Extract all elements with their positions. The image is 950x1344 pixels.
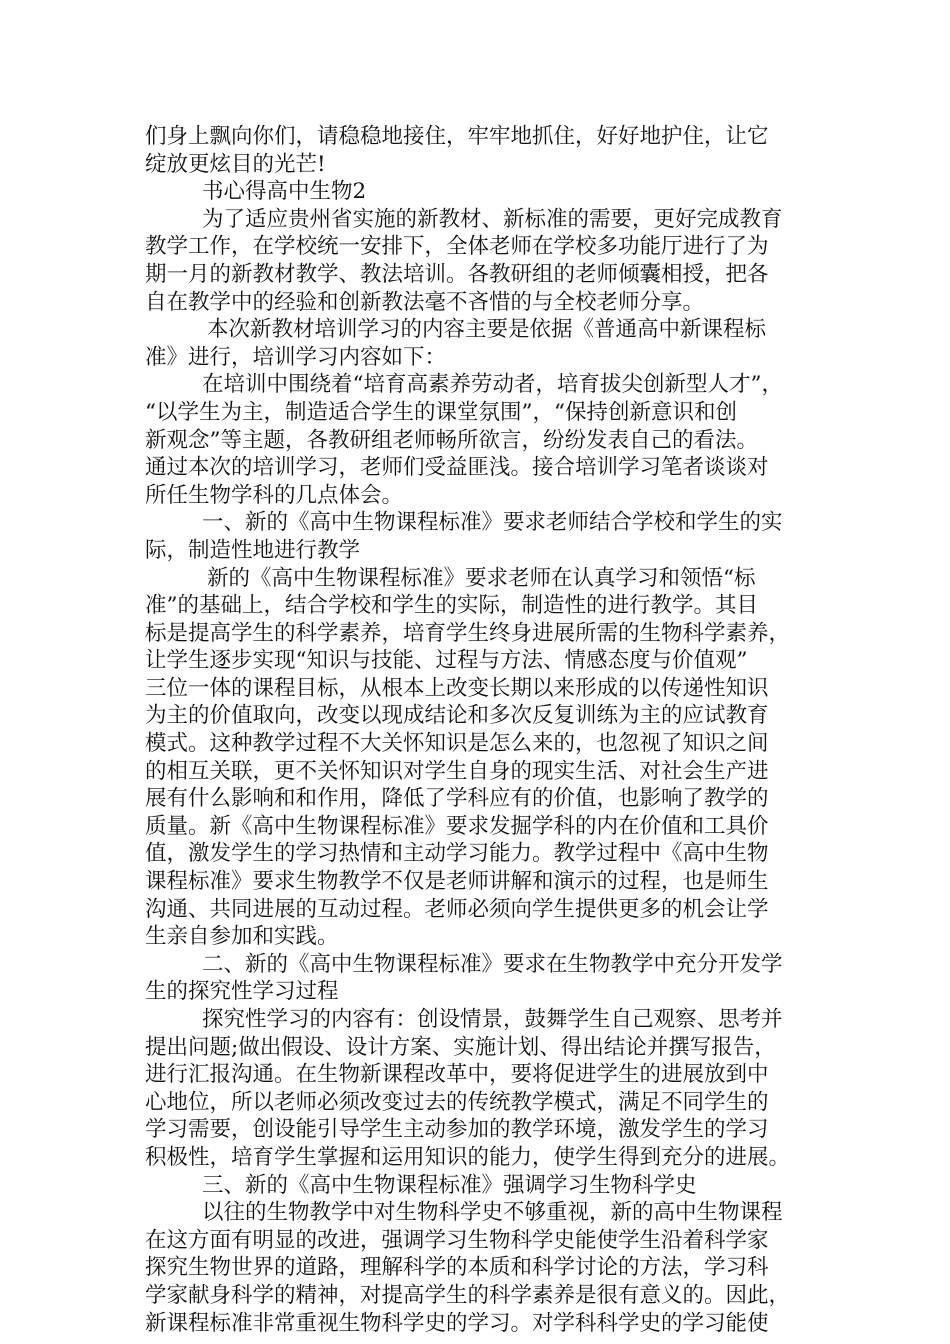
text-line: 本次新教材培训学习的内容主要是依据《普通高中新课程标 <box>207 317 767 343</box>
text-line: 教学工作，在学校统一安排下，全体老师在学校多功能厅进行了为 <box>145 234 769 260</box>
text-line: 们身上飘向你们，请稳稳地接住，牢牢地抓住，好好地护住，让它 <box>145 124 769 149</box>
text-line: 新课程标准非常重视生物科学史的学习。对学科科学史的学习能使 <box>145 1310 769 1336</box>
text-line: 课程标准》要求生物教学不仅是老师讲解和演示的过程，也是师生 <box>145 869 769 895</box>
text-line: 二、新的《高中生物课程标准》要求在生物教学中充分开发学 <box>202 951 783 977</box>
text-line: 值，激发学生的学习热情和主动学习能力。教学过程中《高中生物 <box>145 841 769 867</box>
text-line: 生亲自参加和实践。 <box>145 924 339 950</box>
text-line: 学习需要，创设能引导学生主动参加的教学环境，激发学生的学习 <box>145 1117 769 1143</box>
text-line: 在培训中围绕着“培育高素养劳动者，培育拔尖创新型人才”， <box>202 372 783 398</box>
text-line: 绽放更炫目的光芒! <box>145 151 326 177</box>
text-line: 自在教学中的经验和创新教法毫不吝惜的与全校老师分享。 <box>145 289 705 315</box>
text-line: 际，制造性地进行教学 <box>145 537 361 563</box>
text-line: 提出问题;做出假设、设计方案、实施计划、得出结论并撰写报告， <box>145 1034 776 1060</box>
text-line: 为主的价值取向，改变以现成结论和多次反复训练为主的应试教育 <box>145 703 769 729</box>
text-line: 心地位，所以老师必须改变过去的传统教学模式，满足不同学生的 <box>145 1089 769 1115</box>
text-line: 的相互关联，更不关怀知识对学生自身的现实生活、对社会生产进 <box>145 758 769 784</box>
text-line: 生的探究性学习过程 <box>145 979 339 1005</box>
text-line: 为了适应贵州省实施的新教材、新标准的需要，更好完成教育 <box>202 206 783 232</box>
text-line: 模式。这种教学过程不大关怀知识是怎么来的，也忽视了知识之间 <box>145 731 769 757</box>
document-page <box>145 123 825 1337</box>
text-line: “以学生为主，制造适合学生的课堂氛围”，“保持创新意识和创 <box>145 399 737 425</box>
text-line: 三、新的《高中生物课程标准》强调学习生物科学史 <box>202 1172 697 1198</box>
text-line: 新观念”等主题，各教研组老师畅所欲言，纷纷发表自己的看法。 <box>145 427 758 453</box>
text-line: 所任生物学科的几点体会。 <box>145 482 404 508</box>
text-line: 书心得高中生物2 <box>202 179 367 205</box>
text-line: 通过本次的培训学习，老师们受益匪浅。接合培训学习笔者谈谈对 <box>145 455 769 481</box>
text-line: 在这方面有明显的改进，强调学习生物科学史能使学生沿着科学家 <box>145 1227 769 1253</box>
text-line: 展有什么影响和和作用，降低了学科应有的价值，也影响了教学的 <box>145 786 769 812</box>
text-line: 进行汇报沟通。在生物新课程改革中，要将促进学生的进展放到中 <box>145 1062 769 1088</box>
text-line: 一、新的《高中生物课程标准》要求老师结合学校和学生的实 <box>202 510 783 536</box>
text-line: 沟通、共同进展的互动过程。老师必须向学生提供更多的机会让学 <box>145 896 769 922</box>
text-line: 积极性，培育学生掌握和运用知识的能力，使学生得到充分的进展。 <box>145 1144 791 1170</box>
text-line: 学家献身科学的精神，对提高学生的科学素养是很有意义的。因此， <box>145 1282 791 1308</box>
text-line: 探究性学习的内容有：创设情景，鼓舞学生自己观察、思考并 <box>202 1007 783 1032</box>
text-line: 三位一体的课程目标，从根本上改变长期以来形成的以传递性知识 <box>145 675 769 701</box>
text-line: 期一月的新教材教学、教法培训。各教研组的老师倾囊相授，把各 <box>145 261 769 287</box>
text-line: 标是提高学生的科学素养，培育学生终身进展所需的生物科学素养， <box>145 620 791 646</box>
text-line: 准》进行，培训学习内容如下： <box>145 344 447 370</box>
text-line: 新的《高中生物课程标准》要求老师在认真学习和领悟“标 <box>207 565 756 591</box>
text-line: 准”的基础上，结合学校和学生的实际，制造性的进行教学。其目 <box>145 593 758 619</box>
text-line: 质量。新《高中生物课程标准》要求发掘学科的内在价值和工具价 <box>145 813 769 839</box>
text-line: 探究生物世界的道路，理解科学的本质和科学讨论的方法，学习科 <box>145 1255 769 1281</box>
text-line: 以往的生物教学中对生物科学史不够重视，新的高中生物课程 <box>202 1200 783 1226</box>
text-line: 让学生逐步实现“知识与技能、过程与方法、情感态度与价值观” <box>145 648 748 674</box>
